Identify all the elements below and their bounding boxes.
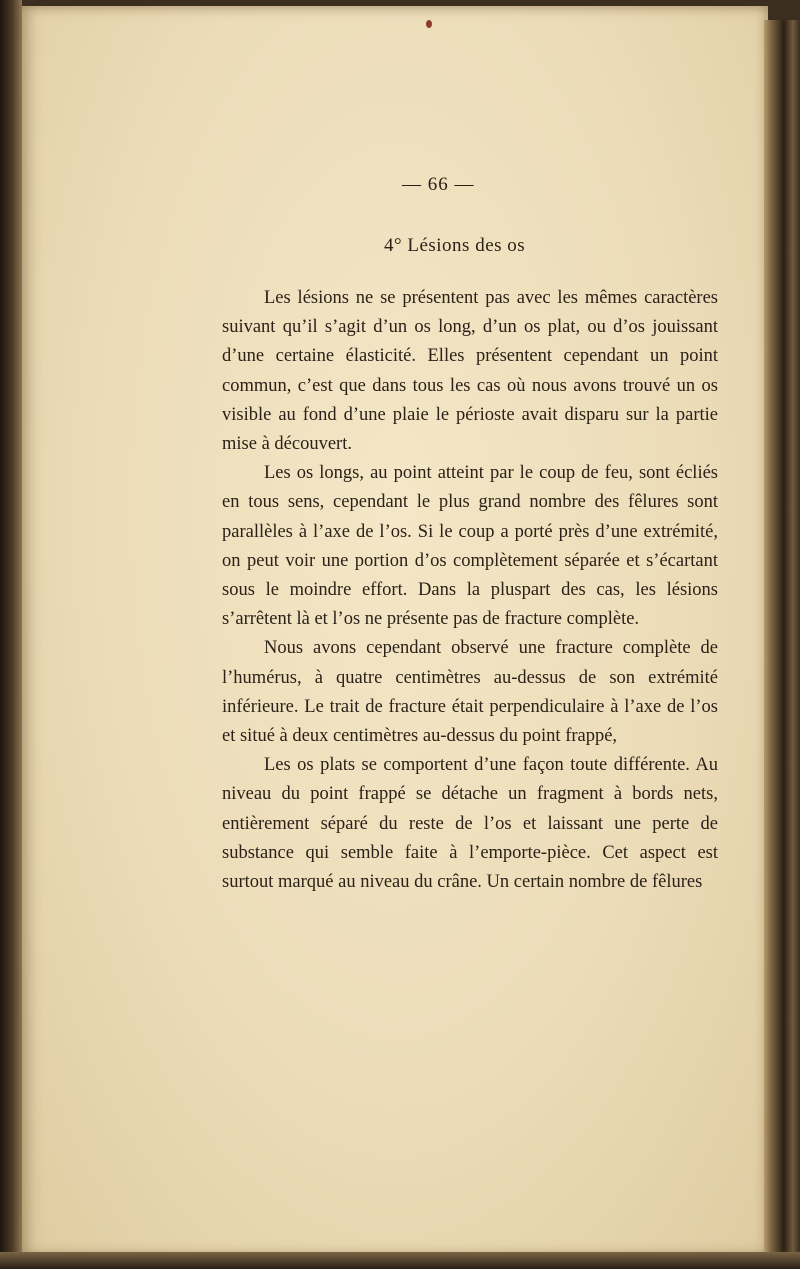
- paragraph: Nous avons cependant observé une fracture complète de l’humérus, à quatre centimètres au-dessus de son extrémité inférieure. Le trait de fracture était perpendiculaire à l’axe de l’os et situé à deux centimètres au-dessus du point frappé,: [222, 638, 718, 747]
- paragraph: Les lésions ne se présentent pas avec les mêmes caractères suivant qu’il s’agit d’un os long, d’un os plat, ou d’os jouissant d’une certaine élasticité. Elles présentent cependant un point commun, c’est que dans tous les cas où nous avons trouvé un os visible au fond d’une plaie le périoste avait disparu sur la partie mise à découvert.: [222, 288, 718, 455]
- book-binding: [0, 0, 22, 1269]
- ink-spot: [426, 20, 432, 28]
- body-text: [222, 284, 718, 897]
- paragraph: Les os plats se comportent d’une façon toute différente. Au niveau du point frappé se détache un fragment à bords nets, entièrement séparé du reste de l’os et laissant une perte de substance qui semble faite à l’emporte-pièce. Cet aspect est surtout marqué au niveau du crâne. Un certain nombre de fêlures: [222, 755, 718, 893]
- page-sheet: [22, 6, 768, 1256]
- adjacent-page-edge: [764, 20, 800, 1269]
- page-number: — 66 —: [402, 174, 475, 195]
- page-bottom-edge: [0, 1252, 800, 1269]
- paragraph: Les os longs, au point atteint par le coup de feu, sont écliés en tous sens, cependant le plus grand nombre des fêlures sont parallèles à l’axe de l’os. Si le coup a porté près d’une extrémité, on peut voir une portion d’os complètement séparée et s’écartant sous le moindre effort. Dans la pluspart des cas, les lésions s’arrêtent là et l’os ne présente pas de fracture complète.: [222, 463, 718, 630]
- section-heading: 4° Lésions des os: [384, 235, 526, 256]
